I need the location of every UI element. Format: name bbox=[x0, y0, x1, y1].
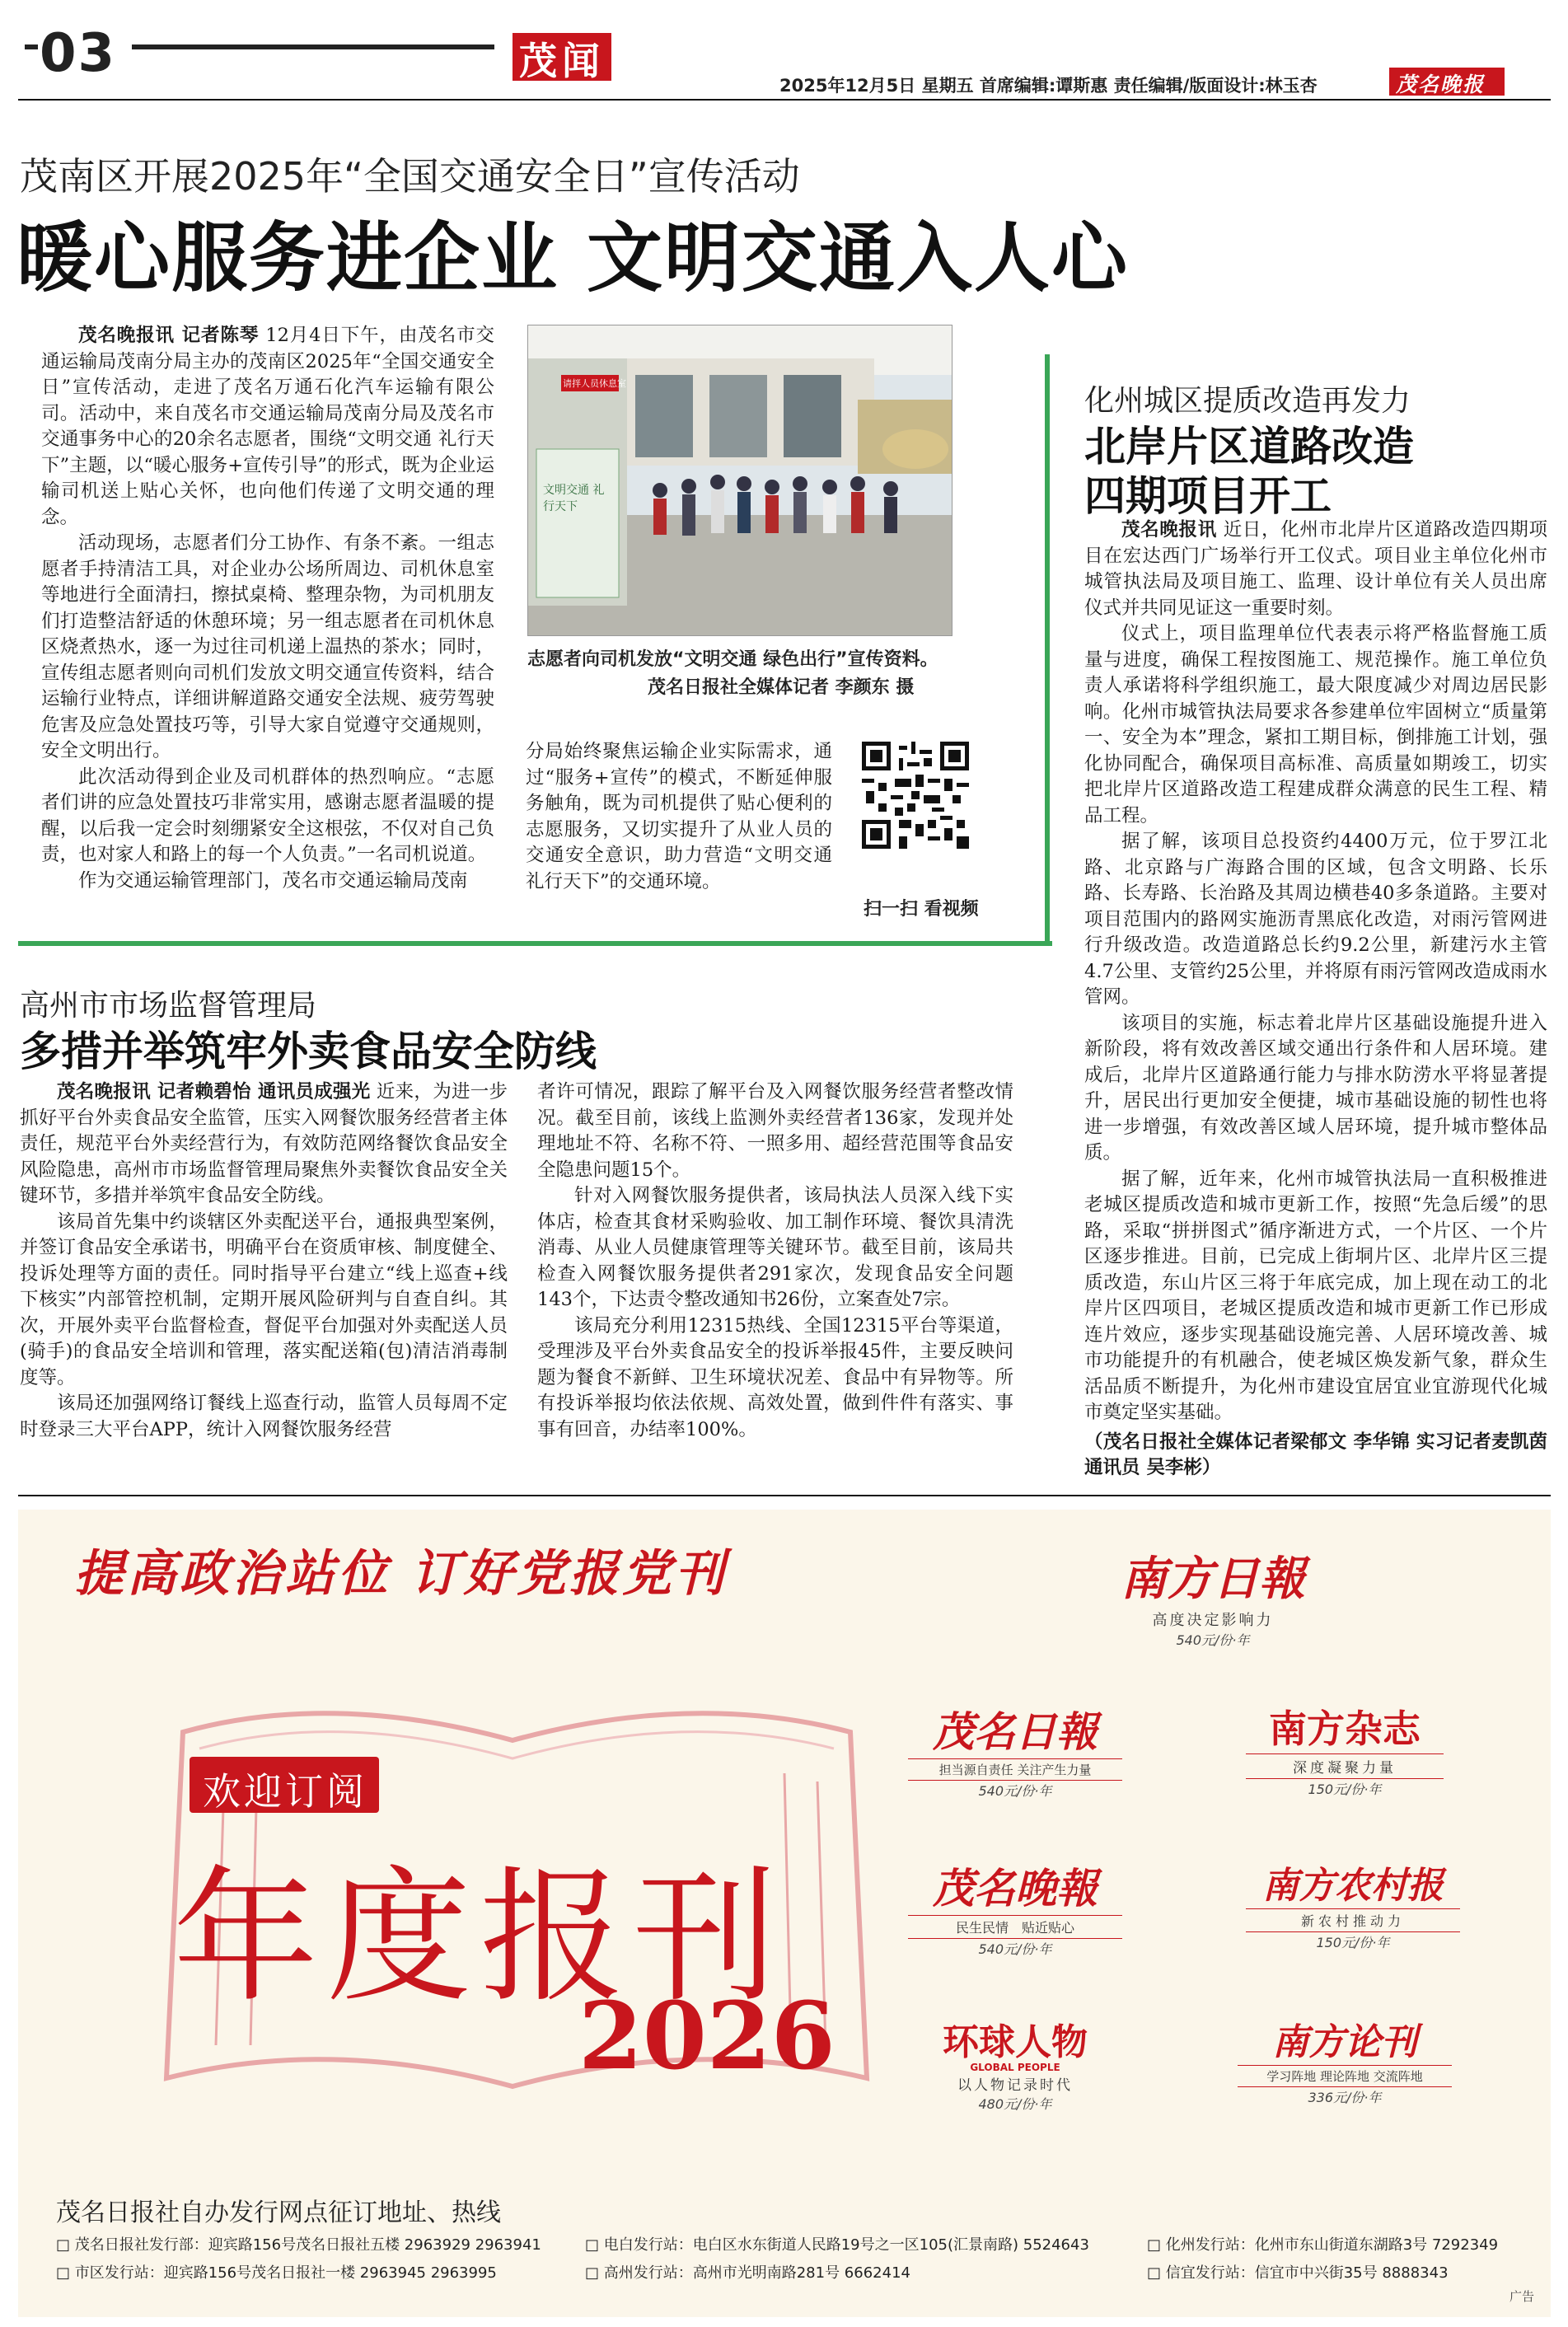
qr-code[interactable] bbox=[862, 742, 969, 849]
paper-logo: 茂名晚报 bbox=[1396, 73, 1486, 96]
photo-illustration bbox=[528, 325, 953, 636]
story1-para-1: 茂名晚报讯 记者陈琴 12月4日下午，由茂名市交通运输局茂南分局主办的茂南区2025年“全国交通安全日”宣传活动，走进了茂名万通石化汽车运输有限公司。活动中，来自茂名市交通运输局茂南分局及茂名市交通事务中心的20余名志愿者，围绕“文明交通 礼行天下”主题，以“暖心服务+宣传引导”的形式，既为企业运输司机送上贴心关怀，也向他们传递了文明交通的理念。 bbox=[41, 325, 494, 528]
story2-para-1: 茂名晚报讯 近日，化州市北岸片区道路改造四期项目在宏达西门广场举行开工仪式。项目业主单位化州市城管执法局及项目施工、监理、设计单位有关人员出席仪式并共同见证这一重要时刻。 bbox=[1084, 519, 1547, 619]
ad-addresses-col3 bbox=[1147, 2231, 1498, 2287]
dateline: 2025年12月5日 星期五 首席编辑:谭斯惠 责任编辑/版面设计:林玉杏 bbox=[779, 76, 1318, 96]
pub-tagline: 学习阵地 理论阵地 交流阵地 bbox=[1238, 2065, 1452, 2087]
section-label: 茂闻 bbox=[519, 39, 605, 83]
address-item: □ 茂名日报社发行部：迎宾路156号茂名日报社五楼 2963929 2963941 bbox=[56, 2236, 541, 2254]
pub-tagline: 深度凝聚力量 bbox=[1246, 1753, 1444, 1779]
address-item: □ 电白发行站：电白区水东街道人民路19号之一区105(汇景南路) 5524643 bbox=[585, 2236, 1089, 2254]
story1-photo bbox=[527, 325, 953, 636]
pub-name: 南方杂志 bbox=[1269, 1707, 1421, 1751]
pub-tagline: 担当源自责任 关注产生力量 bbox=[908, 1758, 1122, 1781]
story3-para-1: 茂名晚报讯 记者赖碧怡 通讯员成强光 近来，为进一步抓好平台外卖食品安全监管，压实入网餐饮服务经营者主体责任，规范平台外卖经营行为，有效防范网络餐饮食品安全风险隐患，高州市市场监督管理局聚焦外卖餐饮食品安全关键环节，多措并举筑牢食品安全防线。 bbox=[20, 1081, 508, 1206]
subscription-ad bbox=[18, 1510, 1551, 2317]
divider-green bbox=[18, 941, 1052, 946]
story2-para-2: 仪式上，项目监理单位代表表示将严格监督施工质量与进度，确保工程按图施工、规范操作。施工单位负责人承诺将科学组织施工，最大限度减少对周边居民影响。化州市城管执法局要求各参建单位牢固树立“质量第一、安全为本”理念，紧扣工期目标，倒排施工计划，强化协同配合，确保项目高标准、高质量如期竣工，切实把北岸片区道路改造工程建成群众满意的民生工程、精品工程。 bbox=[1084, 623, 1547, 826]
pub-tagline: 高度决定影响力 bbox=[1152, 1612, 1274, 1629]
pub-price: 540元/份·年 bbox=[978, 1783, 1052, 1799]
pub-nanfang-theory bbox=[1238, 2012, 1452, 2106]
story1-headline: 暖心服务进企业 文明交通入人心 bbox=[16, 214, 1130, 302]
story3-para-2: 该局首先集中约谈辖区外卖配送平台，通报典型案例，并签订食品安全承诺书，明确平台在资质审核、制度健全、投诉处理等方面的责任。同时指导平台建立“线上巡查+线下核实”内部管控机制，定期开展风险研判与自查自纠。其次，开展外卖平台监督检查，督促平台加强对外卖配送人员(骑手)的食品安全培训和管理，落实配送箱(包)清洁消毒制度等。 bbox=[20, 1210, 508, 1388]
pub-price: 336元/份·年 bbox=[1308, 2090, 1382, 2105]
story2-byline: 茂名晚报讯 bbox=[1121, 519, 1217, 541]
photo-caption-text: 志愿者向司机发放“文明交通 绿色出行”宣传资料。 bbox=[527, 649, 938, 670]
ad-addresses-col2 bbox=[585, 2231, 1089, 2287]
story3-kicker: 高州市市场监督管理局 bbox=[20, 989, 317, 1023]
address-item: □ 化州发行站：化州市东山街道东湖路3号 7292349 bbox=[1147, 2236, 1499, 2254]
story3-para-4: 者许可情况，跟踪了解平台及入网餐饮服务经营者整改情况。截至目前，该线上监测外卖经营者136家，发现并处理地址不符、名称不符、一照多用、超经营范围等食品安全隐患问题15个。 bbox=[537, 1081, 1013, 1181]
ad-slogan: 提高政治站位 订好党报党刊 bbox=[74, 1545, 728, 1603]
story3-col2 bbox=[537, 1079, 1013, 1443]
pub-name: 环球人物 bbox=[943, 2021, 1088, 2063]
story3-para-5: 针对入网餐饮服务提供者，该局执法人员深入线下实体店，检查其食材采购验收、加工制作环境、餐饮具清洗消毒、从业人员健康管理等关键环节。截至目前，该局共检查入网餐饮服务提供者291家次，发现食品安全问题143个，下达责令整改通知书26份，立案查处7宗。 bbox=[537, 1185, 1013, 1310]
pub-price: 540元/份·年 bbox=[1176, 1632, 1250, 1648]
story2-headline-1: 北岸片区道路改造 bbox=[1084, 423, 1414, 471]
story2-credit: （茂名日报社全媒体记者梁郁文 李华锦 实习记者麦凯茵 通讯员 吴李彬） bbox=[1084, 1430, 1547, 1478]
divider-green-vertical bbox=[1045, 354, 1050, 946]
story3-headline: 多措并举筑牢外卖食品安全防线 bbox=[20, 1028, 597, 1075]
address-item: □ 信宜发行站：信宜市中兴街35号 8888343 bbox=[1147, 2264, 1449, 2282]
pub-name: 南方农村报 bbox=[1262, 1865, 1444, 1907]
pub-price: 480元/份·年 bbox=[978, 2096, 1052, 2112]
qr-icon bbox=[862, 742, 969, 849]
story1-para-2: 活动现场，志愿者们分工协作、有条不紊。一组志愿者手持清洁工具，对企业办公场所周边、司机休息室等地进行全面清扫，擦拭桌椅、整理杂物，为司机朋友们打造整洁舒适的休憩环境；另一组志愿者在司机休息区烧煮热水，逐一为过往司机递上温热的茶水；同时，宣传组志愿者则向司机们发放文明交通宣传资料，结合运输行业特点，详细讲解道路交通安全法规、疲劳驾驶危害及应急处置技巧等，引导大家自觉遵守交通规则，安全文明出行。 bbox=[41, 532, 494, 761]
ad-addresses-col1 bbox=[56, 2231, 541, 2287]
story2-para-4: 该项目的实施，标志着北岸片区基础设施提升进入新阶段，将有效改善区域交通出行条件和人居环境。建成后，北岸片区道路通行能力与排水防涝水平将显著提升，居民出行更加安全便捷，城市基础设施的韧性也将进一步增强，有效改善区域人居环境，提升城市整体品质。 bbox=[1084, 1012, 1547, 1164]
story1-para-4: 作为交通运输管理部门，茂名市交通运输局茂南 bbox=[78, 869, 468, 892]
pub-nanfang-magazine bbox=[1246, 1699, 1444, 1798]
address-item: □ 市区发行站：迎宾路156号茂名日报社一楼 2963945 2963995 bbox=[56, 2264, 497, 2282]
pub-tagline: 新农村推动力 bbox=[1246, 1908, 1460, 1932]
pub-nanfang-daily bbox=[1089, 1543, 1336, 1649]
story2-headline-2: 四期项目开工 bbox=[1084, 472, 1332, 520]
story2-body bbox=[1084, 517, 1547, 1482]
photo-credit: 茂名日报社全媒体记者 李颜东 摄 bbox=[648, 677, 915, 698]
pub-nanfang-rural bbox=[1246, 1856, 1460, 1951]
page-number: 03 bbox=[40, 23, 117, 84]
ad-big-title: 年度报刊 bbox=[173, 1853, 787, 2022]
ad-footer-title: 茂名日报社自办发行网点征订地址、热线 bbox=[56, 2198, 501, 2227]
story1-continued: 分局始终聚焦运输企业实际需求，通过“服务+宣传”的模式，不断延伸服务触角，既为司机提供了贴心便利的志愿服务，又切实提升了从业人员的交通安全意识，助力营造“文明交通 礼行天下”的交通环境。 bbox=[526, 741, 832, 892]
ad-mark: 广告 bbox=[1509, 2289, 1535, 2304]
pub-name: 茂名晚報 bbox=[933, 1864, 1098, 1913]
pub-price: 540元/份·年 bbox=[978, 1941, 1052, 1957]
pub-price: 150元/份·年 bbox=[1316, 1935, 1390, 1950]
story3-para-6: 该局充分利用12315热线、全国12315平台等渠道，受理涉及平台外卖食品安全的投诉举报45件，主要反映问题为餐食不新鲜、卫生环境状况差、食品中有异物等。所有投诉举报均依法依规、高效处置，做到件件有落实、事事有回音，办结率100%。 bbox=[537, 1314, 1013, 1440]
pub-price: 150元/份·年 bbox=[1308, 1782, 1382, 1797]
story1-byline: 茂名晚报讯 记者陈琴 bbox=[78, 325, 260, 346]
pub-maoming-evening bbox=[908, 1856, 1122, 1958]
pub-sub: GLOBAL PEOPLE bbox=[970, 2062, 1060, 2073]
story3-col1 bbox=[20, 1079, 508, 1443]
story2-para-3: 据了解，该项目总投资约4400万元，位于罗江北路、北京路与广海路合围的区域，包含文明路、长乐路、长寿路、长治路及其周边横巷40多条道路。主要对项目范围内的路网实施沥青黑底化改造，对雨污管网进行升级改造。改造道路总长约9.2公里，新建污水主管4.7公里、支管约25公里，并将原有雨污管网改造成雨水管网。 bbox=[1084, 831, 1547, 1008]
story3-byline: 茂名晚报讯 记者赖碧怡 通讯员成强光 bbox=[57, 1081, 371, 1103]
address-item: □ 高州发行站：高州市光明南路281号 6662414 bbox=[585, 2264, 910, 2282]
pub-name: 茂名日報 bbox=[933, 1707, 1098, 1756]
story3-para-3: 该局还加强网络订餐线上巡查行动，监管人员每周不定时登录三大平台APP，统计入网餐饮服务经营 bbox=[20, 1393, 508, 1440]
story2-kicker: 化州城区提质改造再发力 bbox=[1084, 384, 1411, 418]
pub-name: 南方论刊 bbox=[1272, 2021, 1417, 2063]
photo-caption bbox=[527, 646, 956, 702]
pub-global-people bbox=[908, 2012, 1122, 2113]
masthead bbox=[0, 0, 1568, 97]
pub-tagline: 以人物记录时代 bbox=[957, 2077, 1073, 2094]
ad-year: 2026 bbox=[578, 1983, 835, 2091]
qr-label: 扫一扫 看视频 bbox=[864, 899, 979, 920]
story1-para-3: 此次活动得到企业及司机群体的热烈响应。“志愿者们讲的应急处置技巧非常实用，感谢志愿者温暖的提醒，以后我一定会时刻绷紧安全这根弦，不仅对自己负责，也对家人和路上的每一个人负责。”一名司机说道。 bbox=[41, 766, 494, 865]
pub-name: 南方日報 bbox=[1121, 1552, 1305, 1606]
photo-sign-rest-room: 请拌人员休息室 bbox=[563, 378, 626, 389]
photo-sign-poster: 文明交通 礼行天下 bbox=[543, 484, 605, 513]
story1-body bbox=[41, 323, 494, 894]
ad-welcome: 欢迎订阅 bbox=[203, 1769, 367, 1814]
story1-kicker: 茂南区开展2025年“全国交通安全日”宣传活动 bbox=[20, 154, 800, 199]
pub-maoming-daily bbox=[908, 1699, 1122, 1800]
story2-para-5: 据了解，近年来，化州市城管执法局一直积极推进老城区提质改造和城市更新工作，按照“先急后缓”的思路，采取“拼拼图式”循序渐进方式，一个片区、一个片区逐步推进。目前，已完成上街垌片区、北岸片区三提质改造，东山片区三将于年底完成，加上现在动工的北岸片区四项目，老城区提质改造和城市更新工作已形成连片效应，逐步实现基础设施完善、人居环境改善、城市功能提升的有机融合，使老城区焕发新气象，群众生活品质不断提升，为化州市建设宜居宜业宜游现代化城市奠定坚实基础。 bbox=[1084, 1168, 1547, 1423]
pub-tagline: 民生民情 贴近贴心 bbox=[908, 1915, 1122, 1939]
